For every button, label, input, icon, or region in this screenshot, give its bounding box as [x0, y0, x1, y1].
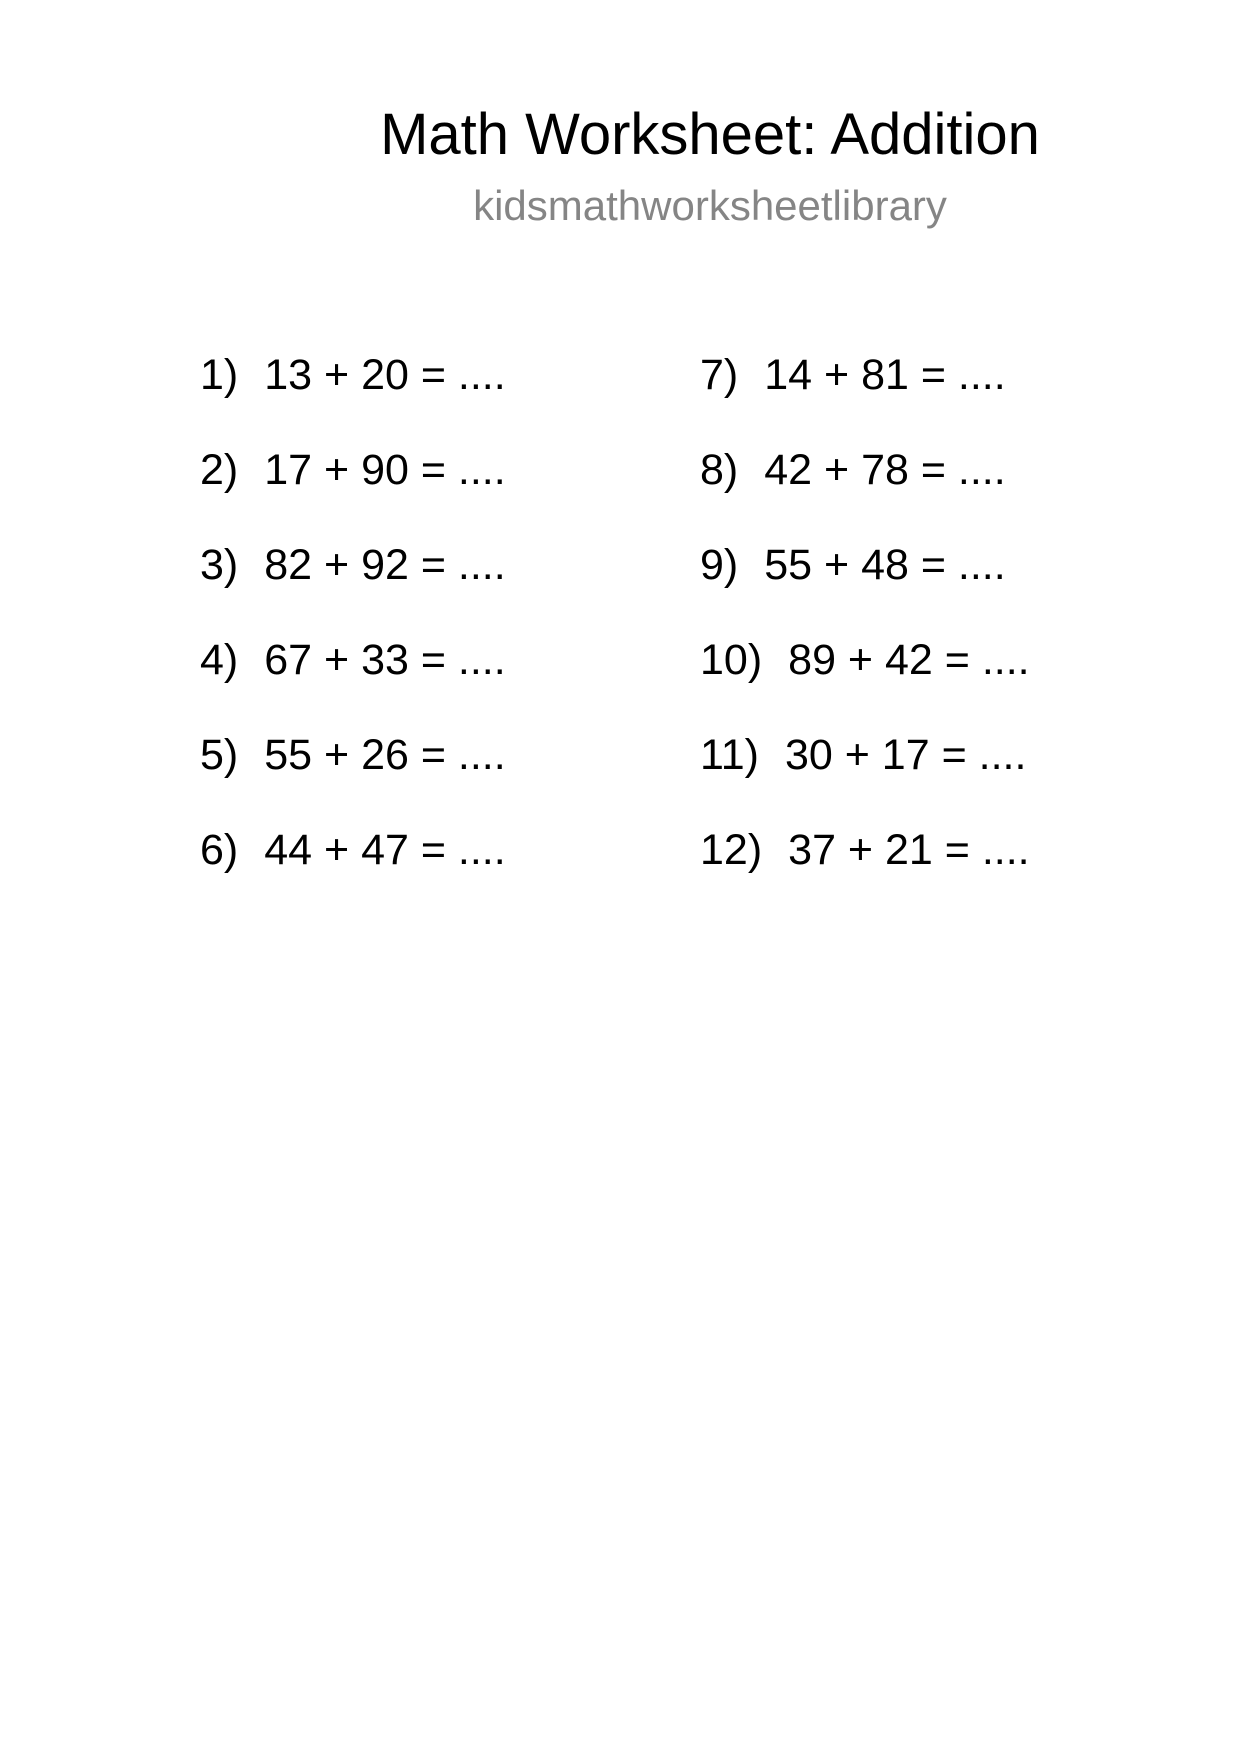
problem-number: 5)	[200, 731, 239, 779]
page-title: Math Worksheet: Addition	[380, 102, 1040, 167]
problem-expression: 55 + 48 = ....	[764, 541, 1006, 589]
problem-number: 3)	[200, 541, 239, 589]
problem-item	[700, 345, 1030, 440]
problem-item	[700, 535, 1030, 630]
problem-item	[200, 630, 506, 725]
problem-item	[200, 820, 506, 915]
problem-column-right	[700, 345, 1030, 915]
problem-expression: 42 + 78 = ....	[764, 446, 1006, 494]
problem-item	[200, 725, 506, 820]
problem-expression: 13 + 20 = ....	[264, 351, 506, 399]
problem-column-left	[200, 345, 506, 915]
problem-number: 10)	[700, 636, 763, 684]
problem-item	[700, 820, 1030, 915]
problem-number: 7)	[700, 351, 739, 399]
problem-number: 1)	[200, 351, 239, 399]
problem-item	[700, 725, 1030, 820]
problem-number: 12)	[700, 826, 763, 874]
problem-item	[200, 535, 506, 630]
problem-expression: 30 + 17 = ....	[784, 731, 1027, 779]
problem-expression: 55 + 26 = ....	[264, 731, 506, 779]
problem-number: 2)	[200, 446, 239, 494]
problem-expression: 82 + 92 = ....	[264, 541, 506, 589]
problem-item	[700, 630, 1030, 725]
problem-number: 11)	[700, 731, 759, 779]
problem-expression: 17 + 90 = ....	[264, 446, 506, 494]
problem-number: 4)	[200, 636, 239, 684]
problem-expression: 37 + 21 = ....	[788, 826, 1030, 874]
page-subtitle: kidsmathworksheetlibrary	[473, 182, 947, 229]
problem-item	[200, 440, 506, 535]
problem-item	[700, 440, 1030, 535]
problem-expression: 89 + 42 = ....	[788, 636, 1030, 684]
problem-expression: 14 + 81 = ....	[764, 351, 1006, 399]
problem-item	[200, 345, 506, 440]
problem-expression: 67 + 33 = ....	[264, 636, 506, 684]
problem-number: 9)	[700, 541, 739, 589]
problem-number: 6)	[200, 826, 239, 874]
problem-expression: 44 + 47 = ....	[264, 826, 506, 874]
problem-number: 8)	[700, 446, 739, 494]
